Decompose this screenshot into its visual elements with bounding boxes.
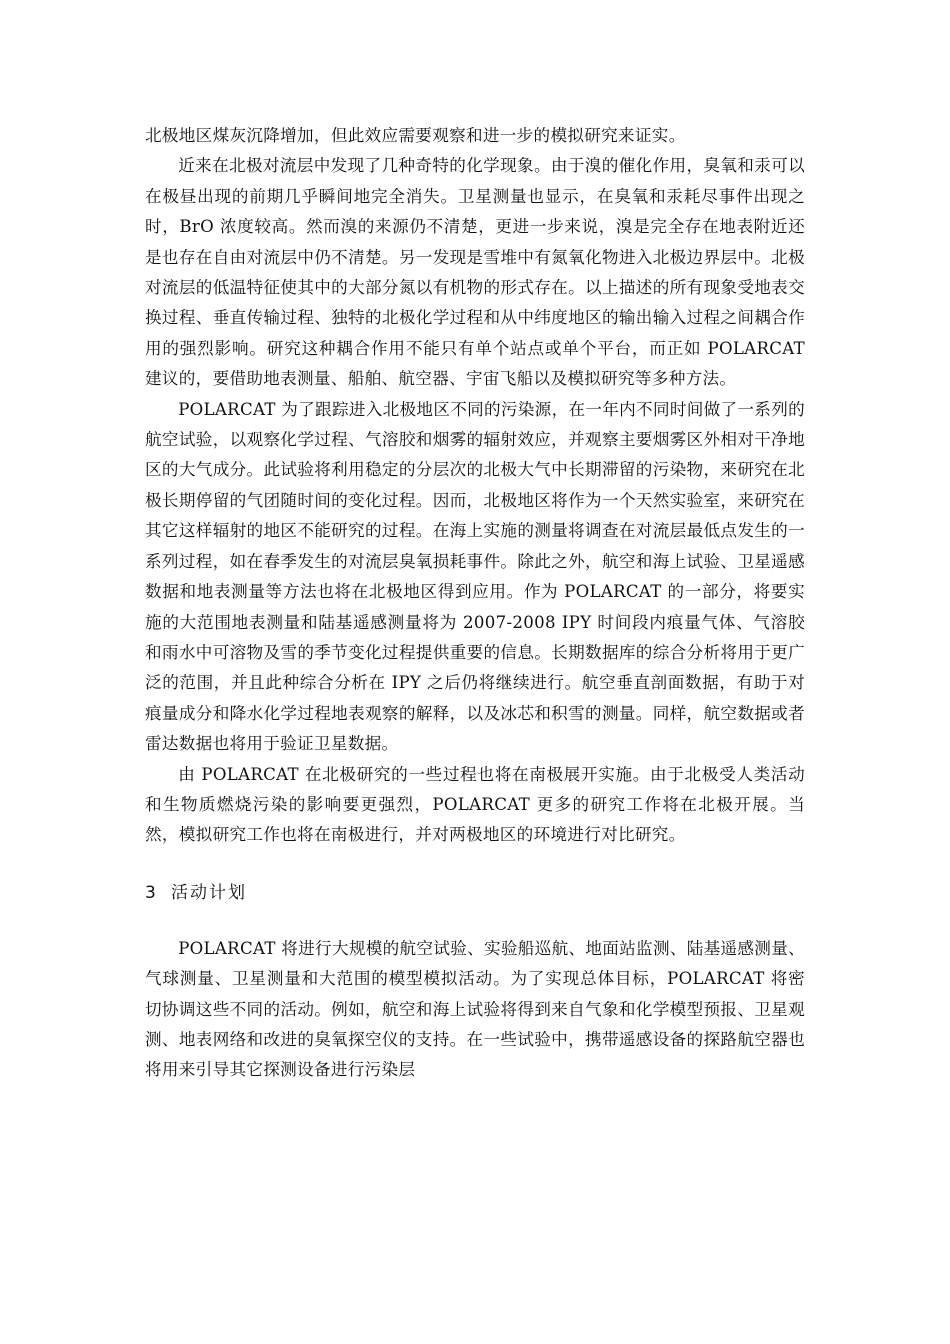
section-number: 3 <box>145 882 158 903</box>
paragraph-continuation: 北极地区煤灰沉降增加，但此效应需要观察和进一步的模拟研究来证实。 <box>145 126 686 145</box>
paragraph-chemistry-phenomena: 近来在北极对流层中发现了几种奇特的化学现象。由于溴的催化作用，臭氧和汞可以在极昼出现的前期几乎瞬间地完全消失。卫星测量也显示，在臭氧和汞耗尽事件出现之时，BrO 浓度较高。然而溴的来源仍不清楚，更进一步来说，溴是完全存在地表附近还是也存在自由对流层中仍不清楚。另一发现是雪堆中有氮氧化物进入北极边界层中。北极对流层的低温特征使其中的大部分氮以有机物的形式存在。以上描述的所有现象受地表交换过程、垂直传输过程、独特的北极化学过程和从中纬度地区的输出输入过程之间耦合作用的强烈影响。研究这种耦合作用不能只有单个站点或单个平台，而正如 POLARCAT 建议的，要借助地表测量、船舶、航空器、宇宙飞船以及模拟研究等多种方法。 <box>145 156 805 389</box>
paragraph-aircraft-experiments: POLARCAT 为了跟踪进入北极地区不同的污染源，在一年内不同时间做了一系列的航空试验，以观察化学过程、气溶胶和烟雾的辐射效应，并观察主要烟雾区外相对干净地区的大气成分。此试验将利用稳定的分层次的北极大气中长期滞留的污染物，来研究在北极长期停留的气团随时间的变化过程。因而，北极地区将作为一个天然实验室，来研究在其它这样辐射的地区不能研究的过程。在海上实施的测量将调查在对流层最低点发生的一系列过程，如在春季发生的对流层臭氧损耗事件。除此之外，航空和海上试验、卫星遥感数据和地表测量等方法也将在北极地区得到应用。作为 POLARCAT 的一部分，将要实施的大范围地表测量和陆基遥感测量将为 2007-2008 IPY 时间段内痕量气体、气溶胶和雨水中可溶物及雪的季节变化过程提供重要的信息。长期数据库的综合分析将用于更广泛的范围，并且此种综合分析在 IPY 之后仍将继续进行。航空垂直剖面数据，有助于对痕量成分和降水化学过程地表观察的解释，以及冰芯和积雪的测量。同样，航空数据或者雷达数据也将用于验证卫星数据。 <box>145 399 805 754</box>
paragraph-antarctic-research: 由 POLARCAT 在北极研究的一些过程也将在南极展开实施。由于北极受人类活动和生物质燃烧污染的影响要更强烈，POLARCAT 更多的研究工作将在北极开展。当然，模拟研究工作也将在南极进行，并对两极地区的环境进行对比研究。 <box>145 764 805 845</box>
document-body <box>145 121 805 1086</box>
paragraph-activity-plan: POLARCAT 将进行大规模的航空试验、实验船巡航、地面站监测、陆基遥感测量、气球测量、卫星测量和大范围的模型模拟活动。为了实现总体目标，POLARCAT 将密切协调这些不同的活动。例如，航空和海上试验将得到来自气象和化学模型预报、卫星观测、地表网络和改进的臭氧探空仪的支持。在一些试验中，携带遥感设备的探路航空器也将用来引导其它探测设备进行污染层 <box>145 938 805 1080</box>
section-heading <box>145 878 805 908</box>
section-title: 活动计划 <box>171 882 247 903</box>
